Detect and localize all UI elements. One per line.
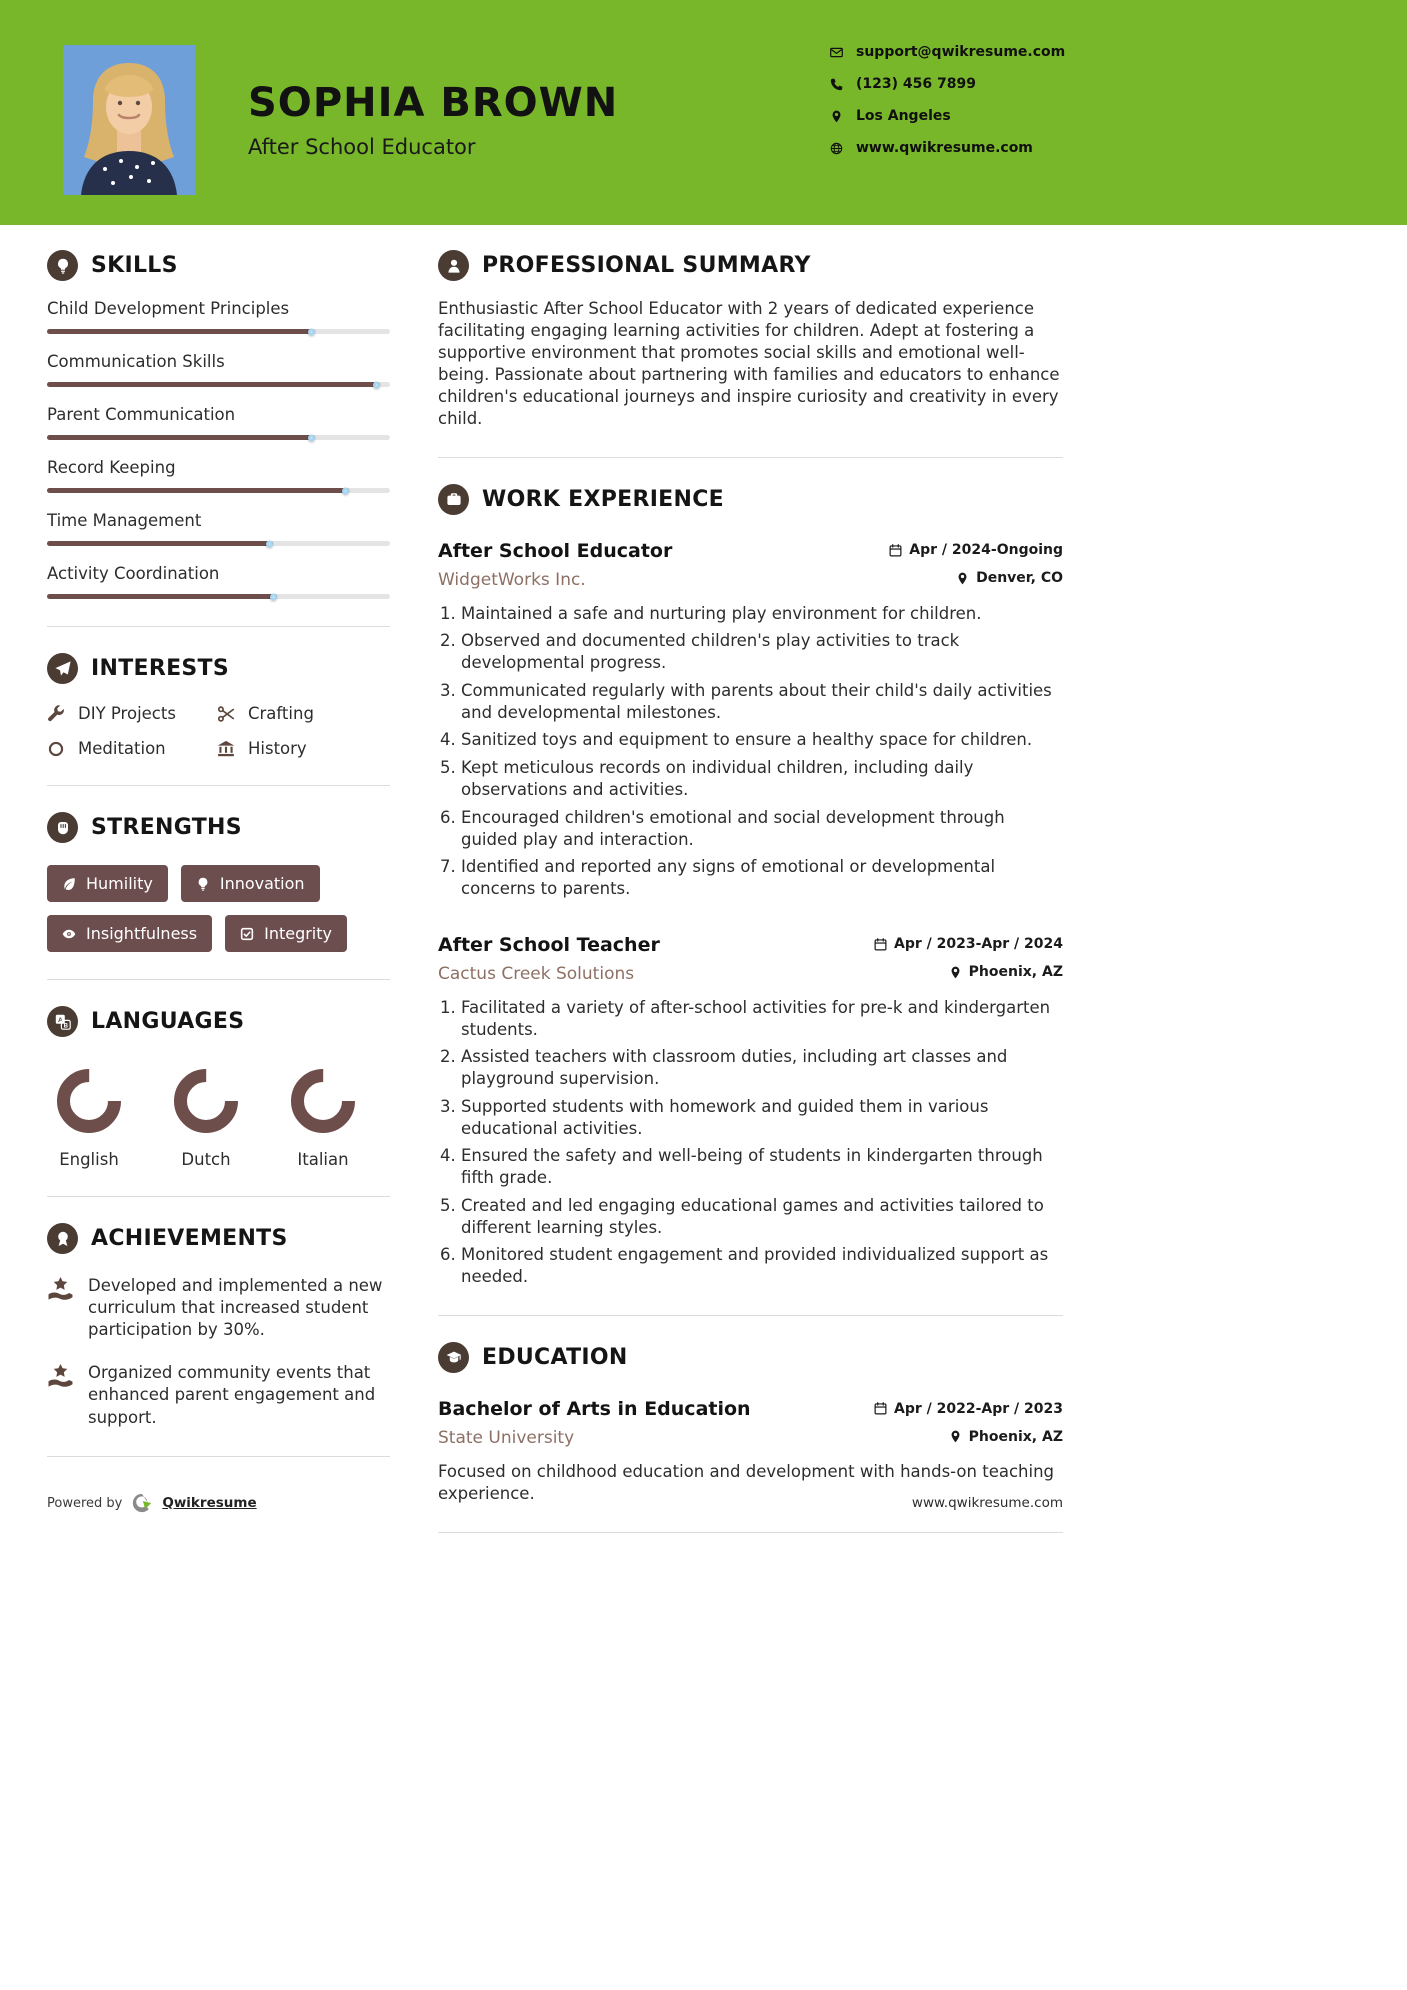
language-item (172, 1067, 240, 1169)
education-entry (438, 1398, 1063, 1505)
skill-bar-fill (47, 382, 380, 387)
job-bullet-list (438, 603, 1063, 900)
job-location (949, 964, 1063, 980)
skill-label: Activity Coordination (47, 564, 220, 583)
briefcase-icon (438, 484, 469, 515)
job-title: After School Educator (438, 539, 673, 562)
job-bullet: 6. Encouraged children's emotional and social development through guided play and interaction. (461, 807, 1063, 851)
skill-bar (47, 382, 390, 387)
strength-chip (181, 865, 320, 902)
section-skills (47, 250, 390, 599)
medal-icon (47, 1223, 78, 1254)
contact-list (830, 44, 1065, 156)
divider (47, 1456, 390, 1457)
education-dates (874, 1401, 1063, 1417)
education-heading (438, 1342, 1063, 1373)
phone-icon (830, 78, 843, 91)
language-label: Dutch (181, 1150, 231, 1169)
education-school-row (438, 1420, 1063, 1448)
museum-icon (217, 740, 235, 758)
languages-title: LANGUAGES (91, 1009, 245, 1034)
job-dates (874, 936, 1063, 952)
skill-bar-fill (47, 435, 315, 440)
strengths-heading (47, 812, 390, 843)
skill-bar-fill (47, 488, 349, 493)
candidate-name: SOPHIA BROWN (248, 80, 619, 126)
translate-icon (47, 1006, 78, 1037)
job-location (956, 570, 1063, 586)
summary-heading (438, 250, 1063, 281)
job-bullet: 7. Identified and reported any signs of emotional or developmental concerns to parents. (461, 856, 1063, 900)
achievement-item (47, 1275, 390, 1341)
experience-heading (438, 484, 1063, 515)
achievement-item (47, 1362, 390, 1428)
job-company: Cactus Creek Solutions (438, 963, 635, 984)
contact-website-text: www.qwikresume.com (856, 140, 1033, 156)
footer-website-text: www.qwikresume.com (911, 1495, 1063, 1511)
job-bullet: 4. Sanitized toys and equipment to ensure a healthy space for children. (461, 729, 1063, 751)
skill-knob (373, 381, 380, 388)
skills-heading (47, 250, 390, 281)
skill-bar (47, 541, 390, 546)
job-location-text: Denver, CO (976, 570, 1063, 587)
skill-bar (47, 594, 390, 599)
lightbulb-icon (47, 250, 78, 281)
paper-plane-icon (47, 653, 78, 684)
strength-chip (47, 865, 168, 902)
strength-label: Insightfulness (86, 924, 198, 943)
strength-label: Innovation (219, 874, 305, 893)
page-footer (47, 1492, 1063, 1514)
skill-item (47, 564, 390, 599)
header-band (0, 0, 1407, 225)
job-bullet: 5. Kept meticulous records on individual children, including daily observations and activities. (461, 757, 1063, 801)
contact-location-text: Los Angeles (856, 108, 951, 124)
skill-knob (266, 540, 273, 547)
skill-label: Child Development Principles (47, 299, 290, 318)
languages-list (47, 1067, 390, 1169)
skill-bar (47, 329, 390, 334)
qwikresume-brand-link[interactable]: Qwikresume (162, 1495, 257, 1511)
job-company-row (438, 562, 1063, 590)
education-location (949, 1429, 1063, 1445)
skill-item (47, 299, 390, 334)
interests-grid (47, 704, 390, 758)
divider (438, 1532, 1063, 1533)
qwikresume-logo-icon (131, 1492, 153, 1514)
divider (47, 979, 390, 980)
skill-label: Time Management (47, 511, 202, 530)
profile-photo (63, 45, 195, 195)
divider (47, 1196, 390, 1197)
job-bullet: 3. Communicated regularly with parents about their child's daily activities and developmental milestones. (461, 680, 1063, 724)
person-icon (438, 250, 469, 281)
section-experience (438, 484, 1063, 1288)
job-bullet: 2. Observed and documented children's play activities to track developmental progress. (461, 630, 1063, 674)
location-pin-icon (949, 966, 962, 979)
education-degree: Bachelor of Arts in Education (438, 1398, 751, 1420)
strengths-chips (47, 865, 390, 952)
language-donut (172, 1067, 240, 1135)
language-label: Italian (297, 1150, 349, 1169)
profile-photo-image (63, 45, 195, 195)
contact-phone-text: (123) 456 7899 (856, 76, 976, 92)
strength-chip (47, 915, 212, 952)
job-bullet: 1. Facilitated a variety of after-school activities for pre-k and kindergarten students. (461, 997, 1063, 1041)
section-summary (438, 250, 1063, 430)
job-bullet: 6. Monitored student engagement and provided individualized support as needed. (461, 1244, 1063, 1288)
powered-by-block (47, 1492, 257, 1514)
education-location-text: Phoenix, AZ (968, 1428, 1063, 1445)
contact-phone (830, 76, 1065, 92)
divider (438, 457, 1063, 458)
education-title: EDUCATION (482, 1345, 628, 1370)
star-hand-icon (47, 1363, 74, 1390)
job-location-text: Phoenix, AZ (968, 964, 1063, 981)
job-title-row (438, 540, 1063, 562)
language-item (289, 1067, 357, 1169)
strength-chip (225, 915, 347, 952)
job-bullet: 3. Supported students with homework and guided them in various educational activities. (461, 1096, 1063, 1140)
skill-bar-fill (47, 541, 273, 546)
interest-label: Meditation (78, 739, 166, 758)
globe-icon (830, 142, 843, 155)
section-strengths (47, 812, 390, 952)
skill-bar (47, 435, 390, 440)
skill-knob (342, 487, 349, 494)
interest-item (217, 704, 390, 723)
circle-icon (47, 740, 65, 758)
section-interests (47, 653, 390, 758)
interests-title: INTERESTS (91, 656, 229, 681)
calendar-icon (874, 938, 887, 951)
job-entry (438, 934, 1063, 1288)
language-item (55, 1067, 123, 1169)
candidate-title: After School Educator (248, 135, 476, 159)
divider (47, 626, 390, 627)
job-company-row (438, 956, 1063, 984)
experience-title: WORK EXPERIENCE (482, 486, 724, 512)
email-icon (830, 46, 843, 59)
location-pin-icon (956, 572, 969, 585)
education-dates-text: Apr / 2022-Apr / 2023 (894, 1400, 1063, 1417)
achievements-heading (47, 1223, 390, 1254)
job-bullet: 2. Assisted teachers with classroom duties, including art classes and playground supervision. (461, 1046, 1063, 1090)
scissors-icon (217, 705, 235, 723)
bulb-icon (196, 877, 210, 891)
contact-location (830, 108, 1065, 124)
skill-bar-fill (47, 594, 277, 599)
star-hand-icon (47, 1276, 74, 1303)
leaf-icon (62, 877, 76, 891)
eye-icon (62, 927, 76, 941)
languages-heading (47, 1006, 390, 1037)
skills-title: SKILLS (91, 253, 178, 278)
education-school: State University (438, 1428, 575, 1448)
calendar-icon (889, 544, 902, 557)
wrench-icon (47, 705, 65, 723)
section-achievements (47, 1223, 390, 1429)
divider (47, 785, 390, 786)
skill-label: Communication Skills (47, 352, 225, 371)
main-column (438, 250, 1063, 1559)
skill-bar (47, 488, 390, 493)
strength-label: Humility (86, 874, 153, 893)
job-bullet-list (438, 997, 1063, 1288)
sidebar-column (47, 250, 390, 1483)
job-bullet: 5. Created and led engaging educational games and activities tailored to different learning styles. (461, 1195, 1063, 1239)
section-languages (47, 1006, 390, 1169)
skill-item (47, 511, 390, 546)
skill-item (47, 352, 390, 387)
graduation-icon (438, 1342, 469, 1373)
contact-website (830, 140, 1065, 156)
education-description: Focused on childhood education and development with hands-on teaching experience. (438, 1462, 1055, 1503)
education-degree-row (438, 1398, 1063, 1420)
summary-text: Enthusiastic After School Educator with 2 years of dedicated experience facilitating engaging learning activities for children. Adept at fostering a supportive environment that promotes social skills and emotional well-being. Passionate about partnering with families and educators to enhance children's educational journeys and inspire curiosity and creativity in every child. (438, 299, 1060, 428)
strengths-title: STRENGTHS (91, 815, 242, 840)
interest-item (47, 704, 217, 723)
job-bullet: 4. Ensured the safety and well-being of students in kindergarten through fifth grade. (461, 1145, 1063, 1189)
skill-knob (308, 328, 315, 335)
skill-bar-fill (47, 329, 315, 334)
skill-knob (270, 593, 277, 600)
interest-item (47, 739, 217, 758)
calendar-icon (874, 1402, 887, 1415)
identity-block (248, 80, 618, 159)
skill-label: Parent Communication (47, 405, 236, 424)
job-title: After School Teacher (438, 933, 660, 956)
achievement-text: Developed and implemented a new curriculum that increased student participation by 30%. (88, 1276, 383, 1340)
job-bullet: 1. Maintained a safe and nurturing play environment for children. (461, 603, 1063, 625)
language-donut (55, 1067, 123, 1135)
interest-label: Crafting (248, 704, 314, 723)
achievements-title: ACHIEVEMENTS (91, 1226, 288, 1251)
job-company: WidgetWorks Inc. (438, 569, 586, 590)
summary-title: PROFESSIONAL SUMMARY (482, 253, 811, 278)
skill-label: Record Keeping (47, 458, 176, 477)
section-education (438, 1342, 1063, 1505)
job-dates-text: Apr / 2024-Ongoing (909, 542, 1063, 559)
achievement-text: Organized community events that enhanced parent engagement and support. (88, 1363, 376, 1427)
fist-icon (47, 812, 78, 843)
divider (438, 1315, 1063, 1316)
interests-heading (47, 653, 390, 684)
language-label: English (59, 1150, 119, 1169)
skill-item (47, 458, 390, 493)
interest-item (217, 739, 390, 758)
language-donut (289, 1067, 357, 1135)
interest-label: History (248, 739, 307, 758)
job-dates (889, 542, 1063, 558)
job-entry (438, 540, 1063, 900)
checkbox-icon (240, 927, 254, 941)
strength-label: Integrity (264, 924, 332, 943)
contact-email-text: support@qwikresume.com (856, 44, 1066, 60)
powered-by-text: Powered by (47, 1495, 123, 1511)
job-dates-text: Apr / 2023-Apr / 2024 (894, 936, 1063, 953)
skill-knob (308, 434, 315, 441)
location-icon (830, 110, 843, 123)
location-pin-icon (949, 1430, 962, 1443)
contact-email (830, 44, 1065, 60)
skill-item (47, 405, 390, 440)
interest-label: DIY Projects (78, 704, 176, 723)
job-title-row (438, 934, 1063, 956)
